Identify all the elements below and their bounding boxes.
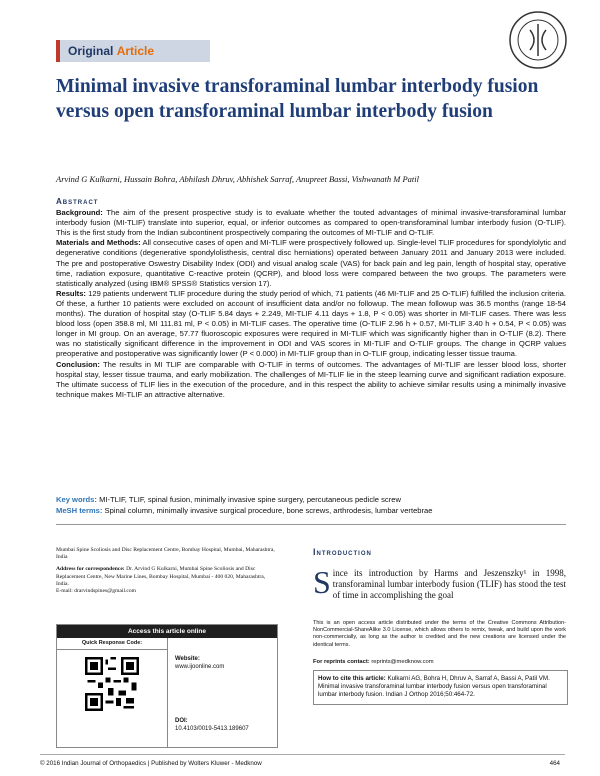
page-footer	[40, 760, 560, 767]
qr-code-cell	[57, 649, 168, 747]
conclusion-label: Conclusion:	[56, 359, 100, 369]
results-label: Results:	[56, 288, 86, 298]
reprints-label: For reprints contact:	[313, 659, 370, 665]
methods-text: All consecutive cases of open and MI-TLIF were prospectively followed up. Single-level TLIF procedures for spondylolytic and degenerative conditions (degenerative spondylolisthesis, central disc herniations) operated between January 2011 and January 2013 were included. The pre and postoperative Oswestry Disability Index (ODI) and visual analog scale (VAS) for back pain and leg pain, length of hospital stay, operative time, radiation exposure, quantitative C-reactive protein (QCRP), and blood loss were compared between the two groups. The parameters were statistically analyzed (using IBM® SPSS® Statistics version 17).	[56, 238, 566, 288]
doi-block	[175, 717, 249, 733]
abstract-background	[56, 208, 566, 238]
article-title: Minimal invasive transforaminal lumbar interbody fusion versus open transforaminal lumbar interbody fusion	[56, 76, 539, 122]
correspondence-label: Address for correspondence:	[56, 566, 125, 573]
affiliation-text: Mumbai Spine Scoliosis and Disc Replacement Centre, Bombay Hospital, Mumbai, Maharashtra, India	[56, 547, 275, 561]
website-block	[175, 655, 224, 671]
introduction-text	[313, 564, 566, 602]
methods-label: Materials and Methods:	[56, 238, 141, 248]
reprints-email[interactable]: reprints@medknow.com	[371, 659, 434, 665]
introduction-heading: Introduction	[313, 547, 372, 557]
dropcap-letter: S	[313, 564, 331, 600]
open-access-notice: This is an open access article distributed under the terms of the Creative Commons Attribution-NonCommercial-ShareAlike 3.0 License, which allows others to remix, tweak, and build upon the work non-commercially, as long as the author is credited and the new creations are licensed under the identical terms.	[313, 620, 566, 648]
reprints-line	[313, 658, 566, 666]
abstract-heading: Abstract	[56, 197, 99, 206]
tag-word-article: Article	[116, 44, 155, 58]
background-text: The aim of the present prospective study is to evaluate whether the touted advantages of minimal invasive-transforaminal lumbar interbody fusion (MI-TLIF) translate into superior, equal, or inferior outcomes as compared to open-transforaminal lumbar interbody fusion (O-TLIF). This is the first study from the Indian subcontinent prospectively comparing the outcomes of MI-TLIF and O-TLIF.	[56, 208, 566, 238]
mesh-text: Spinal column, minimally invasive surgical procedure, bone screws, arthrodesis, lumbar vertebrae	[104, 506, 433, 515]
journal-seal-icon	[508, 10, 568, 70]
cite-label: How to cite this article:	[318, 675, 386, 682]
abstract-methods	[56, 238, 566, 288]
abstract-results	[56, 289, 566, 360]
page-number: 464	[549, 760, 560, 767]
doi-label: DOI:	[175, 718, 188, 724]
abstract-conclusion	[56, 360, 566, 400]
footer-copyright: © 2016 Indian Journal of Orthopaedics | Published by Wolters Kluwer - Medknow	[40, 760, 262, 767]
doi-value: 10.4103/0019-5413.189607	[175, 726, 249, 732]
correspondence-block	[56, 566, 276, 595]
keywords-text: MI-TLIF, TLIF, spinal fusion, minimally invasive spine surgery, percutaneous pedicle screw	[99, 495, 401, 504]
background-label: Background:	[56, 208, 103, 218]
footer-divider	[40, 754, 565, 755]
access-online-box	[56, 624, 278, 748]
author-list: Arvind G Kulkarni, Hussain Bohra, Abhilash Dhruv, Abhishek Sarraf, Anupreet Bassi, Vishwanath M Patil	[56, 174, 419, 184]
abstract-section	[56, 197, 566, 400]
access-box-header: Access this article online	[57, 625, 277, 638]
section-divider	[56, 524, 566, 525]
tag-word-original: Original	[68, 44, 114, 58]
correspondence-text: Dr. Arvind G Kulkarni, Mumbai Spine Scoliosis and Disc Replacement Centre, New Marine Lines, Bombay Hospital, Mumbai - 400 020, Maharashtra, India.	[56, 566, 266, 587]
qr-code-label: Quick Response Code:	[57, 638, 168, 650]
qr-code-icon	[85, 657, 139, 711]
results-text: 129 patients underwent TLIF procedure during the study period of which, 71 patients (46 MI-TLIF and 25 O-TLIF) fulfilled the inclusion criteria. Of these, a further 10 patients were excluded on account of insufficient data and/or no followup. The mean followup was 36.5 months (range 18-54 months). The duration of hospital stay (O-TLIF 5.84 days + 2.249, MI-TLIF 4.11 days + 1.8, P < 0.05) was shorter in MI-TLIF cases. There was less blood loss (open 358.8 ml, MI 111.81 ml, P < 0.05) in MI-TLIF cases. The operative time (O-TLIF 2.96 h + 0.57, MI-TLIF 3.40 h + 0.54, P < 0.05) was longer in MI group. On an average, 57.77 fluoroscopic exposures were required in MI-TLIF which was significantly higher than in O-TLIF (8.2). There was no statistically significant difference in the improvement in ODI and VAS scores in MI-TLIF and O-TLIF groups. The change in QCRP values preoperative and postoperative was significantly lower (P < 0.000) in MI-TLIF group than in O-TLIF group, indicating lesser tissue trauma.	[56, 288, 566, 359]
email-text: E-mail: drarvindspines@gmail.com	[56, 588, 137, 595]
cite-text: Kulkarni AG, Bohra H, Dhruv A, Sarraf A, Bassi A, Patil VM. Minimal invasive transforaminal lumbar interbody fusion versus open transforaminal lumbar interbody fusion. Indian J Orthop 2016;50:464-72.	[318, 675, 550, 699]
mesh-label: MeSH terms:	[56, 506, 103, 515]
introduction-body: ince its introduction by Harms and Jeszenszky¹ in 1998, transforaminal lumbar interbody fusion (TLIF) has stood the test of time in accomplishing the goal	[332, 568, 566, 601]
affiliation-block	[56, 547, 276, 600]
keywords-block	[56, 494, 566, 516]
article-type-tag	[56, 40, 210, 62]
conclusion-text: The results in MI TLIF are comparable with O-TLIF in terms of outcomes. The advantages of MI-TLIF are lesser blood loss, shorter hospital stay, lesser tissue trauma, and early mobilization. The challenges of MI-TLIF lie in the steep learning curve and significant radiation exposure. The ultimate success of TLIF lies in the execution of the procedure, and in this respect the ability to achieve similar results using a minimally invasive technique makes MI-TLIF an attractive alternative.	[56, 359, 566, 399]
website-label: Website:	[175, 656, 200, 662]
website-link[interactable]: www.ijoonline.com	[175, 664, 225, 670]
citation-box	[313, 670, 568, 705]
keywords-label: Key words:	[56, 495, 97, 504]
